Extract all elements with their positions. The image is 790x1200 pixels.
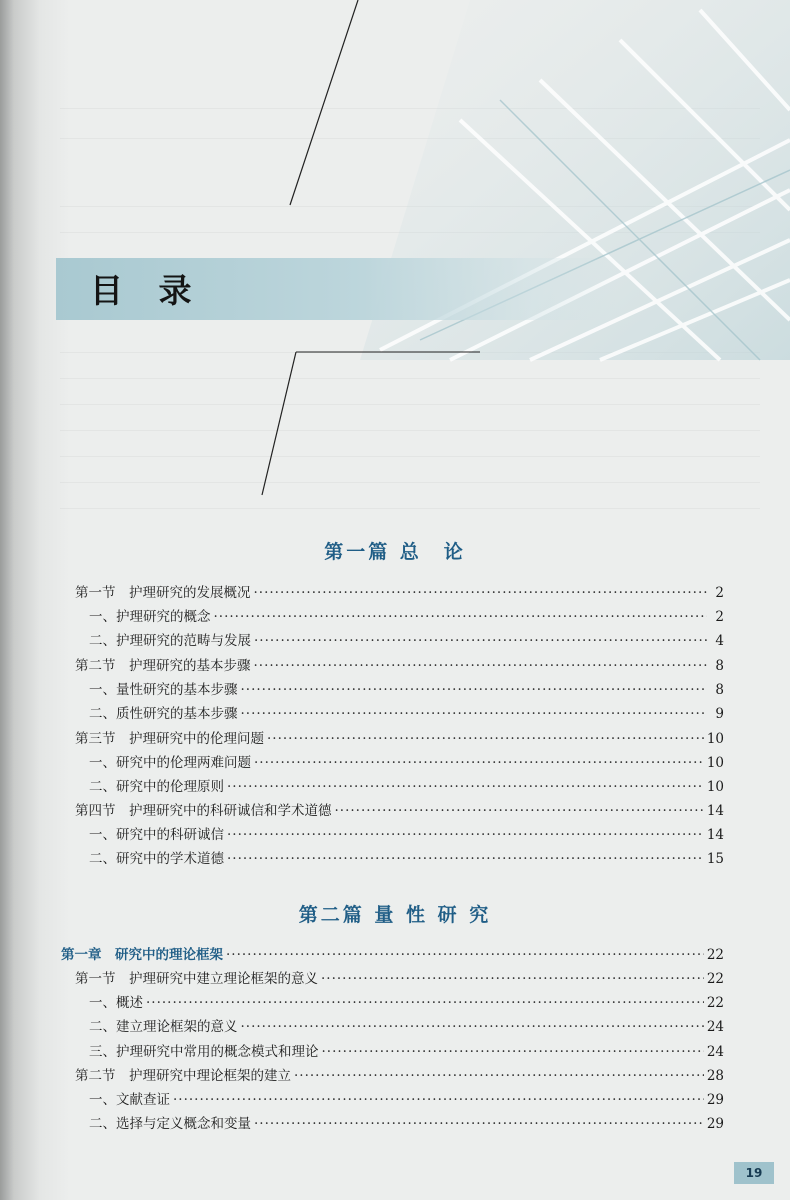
toc-entry[interactable] (0, 704, 790, 724)
toc-entry[interactable] (0, 801, 790, 821)
leader-dots (241, 680, 708, 700)
leader-dots (254, 656, 708, 676)
toc-entry[interactable] (0, 993, 790, 1013)
leader-dots (254, 583, 708, 603)
toc-entry[interactable] (0, 1114, 790, 1134)
toc-entry-page: 4 (715, 633, 724, 649)
part-heading-general: 第一篇 总 论 (324, 541, 466, 563)
toc-entry-page: 2 (715, 609, 724, 625)
leader-dots (214, 607, 708, 627)
page-number: 19 (734, 1162, 774, 1184)
leader-dots (267, 729, 704, 749)
toc-chapter-entry[interactable] (0, 945, 790, 965)
toc-entry[interactable] (0, 583, 790, 603)
toc-entry-label: 第三节 护理研究中的伦理问题 (75, 731, 264, 747)
toc-entry-page: 29 (706, 1092, 724, 1108)
toc-entry-page: 22 (706, 995, 724, 1011)
toc-entry-label: 第一节 护理研究中建立理论框架的意义 (75, 971, 318, 987)
leader-dots (227, 849, 704, 869)
toc-entry-label: 一、护理研究的概念 (89, 609, 211, 625)
toc-entry-page: 10 (706, 779, 724, 795)
leader-dots (254, 1114, 704, 1134)
toc-title-band (56, 258, 616, 320)
toc-entry[interactable] (0, 1090, 790, 1110)
leader-dots (226, 945, 704, 965)
toc-entry[interactable] (0, 777, 790, 797)
toc-entry-label: 第二节 护理研究中理论框架的建立 (75, 1068, 291, 1084)
toc-entry-page: 14 (706, 803, 724, 819)
toc-entry[interactable] (0, 680, 790, 700)
toc-entry-page: 28 (706, 1068, 724, 1084)
leader-dots (241, 704, 708, 724)
leader-dots (173, 1090, 704, 1110)
toc-entry-page: 24 (706, 1019, 724, 1035)
toc-entry-label: 一、研究中的伦理两难问题 (89, 755, 251, 771)
toc-entry-page: 9 (715, 706, 724, 722)
toc-entry[interactable] (0, 849, 790, 869)
leader-dots (335, 801, 704, 821)
toc-entry-label: 一、量性研究的基本步骤 (89, 682, 238, 698)
leader-dots (241, 1017, 704, 1037)
toc-entry-label: 第二节 护理研究的基本步骤 (75, 658, 251, 674)
toc-entry-page: 14 (706, 827, 724, 843)
toc-entry-label: 三、护理研究中常用的概念模式和理论 (89, 1044, 319, 1060)
toc-entry[interactable] (0, 753, 790, 773)
toc-entry-label: 第一章 研究中的理论框架 (61, 947, 223, 963)
leader-dots (254, 753, 704, 773)
toc-entry-page: 15 (706, 851, 724, 867)
toc-entry-label: 第一节 护理研究的发展概况 (75, 585, 251, 601)
toc-entry[interactable] (0, 729, 790, 749)
toc-entry-label: 一、概述 (89, 995, 143, 1011)
toc-entry-label: 第四节 护理研究中的科研诚信和学术道德 (75, 803, 332, 819)
toc-entry[interactable] (0, 1066, 790, 1086)
toc-entry-page: 24 (706, 1044, 724, 1060)
leader-dots (227, 777, 704, 797)
leader-dots (254, 631, 707, 651)
leader-dots (146, 993, 704, 1013)
toc-entry-page: 8 (715, 658, 724, 674)
toc-entry-page: 10 (706, 755, 724, 771)
leader-dots (321, 969, 704, 989)
toc-entry-page: 10 (706, 731, 724, 747)
toc-entry[interactable] (0, 825, 790, 845)
toc-entry-page: 29 (706, 1116, 724, 1132)
leader-dots (227, 825, 704, 845)
toc-entry-label: 一、文献查证 (89, 1092, 170, 1108)
toc-entry[interactable] (0, 969, 790, 989)
toc-entry-label: 二、研究中的伦理原则 (89, 779, 224, 795)
toc-entry-page: 22 (706, 947, 724, 963)
toc-entry-label: 二、建立理论框架的意义 (89, 1019, 238, 1035)
toc-entry-label: 一、研究中的科研诚信 (89, 827, 224, 843)
toc-entry-label: 二、护理研究的范畴与发展 (89, 633, 251, 649)
toc-entry-page: 2 (715, 585, 724, 601)
toc-entry-label: 二、质性研究的基本步骤 (89, 706, 238, 722)
toc-entry[interactable] (0, 1042, 790, 1062)
leader-dots (294, 1066, 704, 1086)
toc-entry[interactable] (0, 631, 790, 651)
part-heading-quantitative: 第二篇 量 性 研 究 (298, 904, 492, 926)
toc-entry-label: 二、研究中的学术道德 (89, 851, 224, 867)
toc-entry-label: 二、选择与定义概念和变量 (89, 1116, 251, 1132)
toc-entry[interactable] (0, 656, 790, 676)
toc-entry-page: 8 (715, 682, 724, 698)
toc-entry-page: 22 (706, 971, 724, 987)
leader-dots (322, 1042, 704, 1062)
page-title: 目 录 (90, 271, 204, 310)
toc-entry[interactable] (0, 607, 790, 627)
toc-entry[interactable] (0, 1017, 790, 1037)
